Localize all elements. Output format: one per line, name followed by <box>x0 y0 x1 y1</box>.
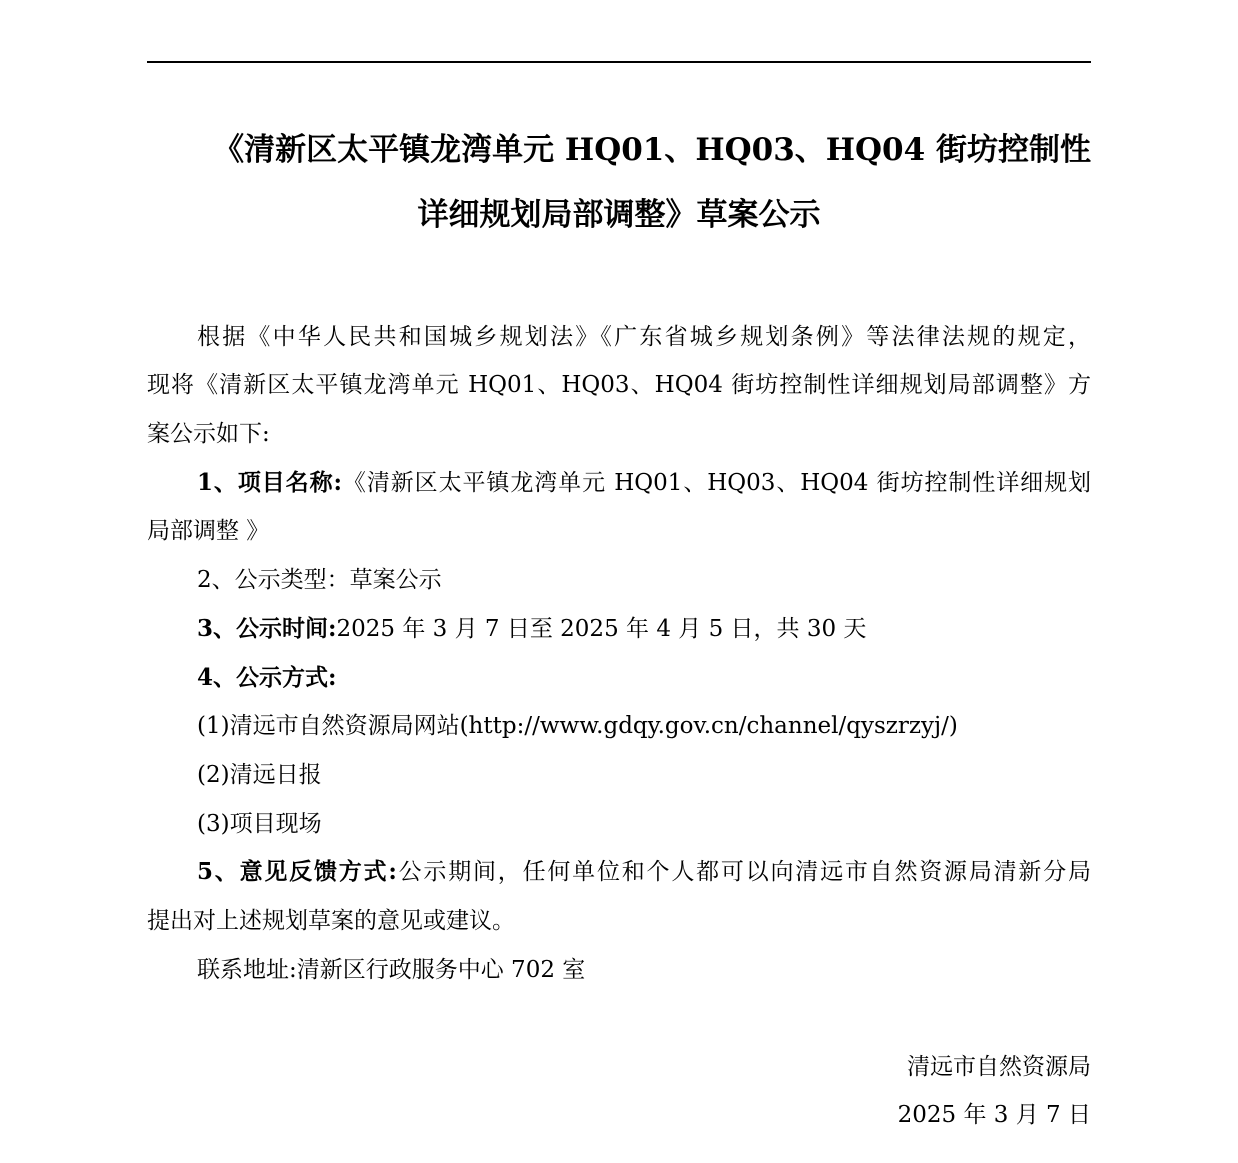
item-publicity-method-label: 4、公示方式: <box>197 664 337 691</box>
item-feedback-label: 5、意见反馈方式: <box>197 858 397 885</box>
item-project-name-continued: 局部调整 》 <box>147 518 270 544</box>
item-feedback <box>197 848 1091 896</box>
document-body <box>147 313 1091 993</box>
item-publicity-period <box>197 605 866 653</box>
document-title-line-2: 详细规划局部调整》草案公示 <box>417 197 821 233</box>
intro-line-3: 案公示如下: <box>147 421 270 447</box>
item-publicity-period-label: 3、公示时间: <box>197 615 337 642</box>
document-title-line-1: 《清新区太平镇龙湾单元 HQ01、HQ03、HQ04 街坊控制性 <box>213 132 1091 168</box>
intro-line-1: 根据《中华人民共和国城乡规划法》《广东省城乡规划条例》等法律法规的规定， <box>197 324 1091 350</box>
item-feedback-continued: 提出对上述规划草案的意见或建议。 <box>147 908 515 934</box>
signature-date: 2025 年 3 月 7 日 <box>897 1102 1091 1128</box>
item-publicity-period-value: 2025 年 3 月 7 日至 2025 年 4 月 5 日，共 30 天 <box>336 616 867 642</box>
method-website: (1)清远市自然资源局网站(http://www.gdqy.gov.cn/channel/qyszrzyj/) <box>197 713 958 739</box>
item-project-name <box>197 459 1091 507</box>
header-rule <box>147 61 1091 63</box>
intro-line-2: 现将《清新区太平镇龙湾单元 HQ01、HQ03、HQ04 街坊控制性详细规划局部调整》方 <box>147 372 1091 398</box>
method-site: (3)项目现场 <box>197 811 322 837</box>
signer: 清远市自然资源局 <box>907 1054 1091 1080</box>
item-feedback-value: 公示期间，任何单位和个人都可以向清远市自然资源局清新分局 <box>396 859 1091 885</box>
item-project-name-label: 1、项目名称: <box>197 469 342 496</box>
item-project-name-value: 《清新区太平镇龙湾单元 HQ01、HQ03、HQ04 街坊控制性详细规划 <box>342 470 1091 496</box>
item-publicity-type: 2、公示类型：草案公示 <box>197 567 442 593</box>
contact-address: 联系地址:清新区行政服务中心 702 室 <box>197 957 586 983</box>
method-newspaper: (2)清远日报 <box>197 762 322 788</box>
